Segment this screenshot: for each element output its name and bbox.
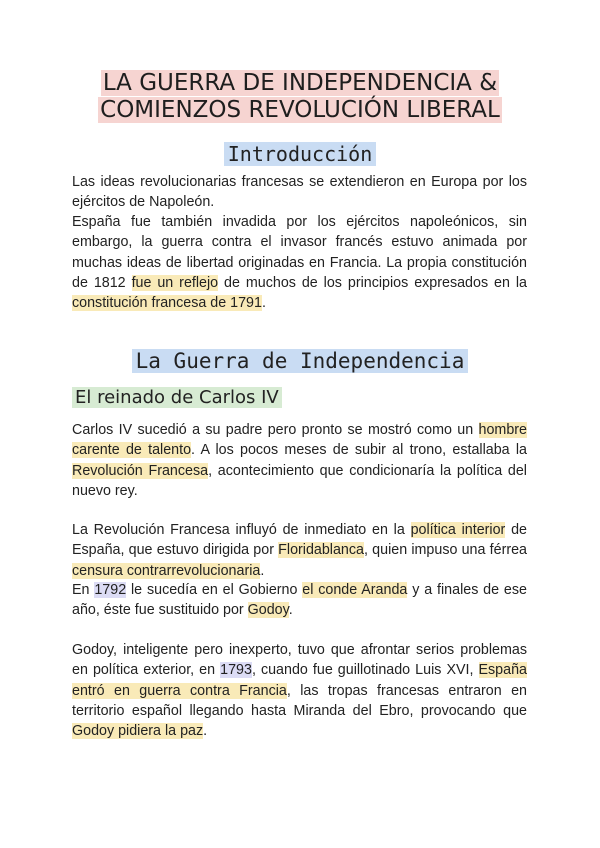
- text: , acontecimiento que condicionaría la política del nuevo rey.: [72, 462, 527, 499]
- introduccion-paragraph-2: [72, 212, 527, 313]
- text: .: [261, 295, 266, 312]
- text: y a finales de ese año, éste fue sustituido por: [72, 582, 527, 619]
- text: , quien impuso una férrea: [364, 542, 527, 559]
- introduccion-heading-text: Introducción: [224, 142, 377, 166]
- introduccion-paragraph-1: [72, 172, 527, 213]
- text: .: [288, 602, 293, 619]
- carlos-iv-subheading: [72, 387, 282, 408]
- highlight: 1793: [220, 662, 252, 679]
- text: España fue también invadida por los ejércitos napoleónicos, sin embargo, la guerra contra el invasor francés estuvo animada por muchas ideas de libertad originadas en Francia. La propia constitución de 1812: [72, 214, 527, 291]
- highlight: hombre carente de talento: [72, 422, 527, 459]
- guerra-paragraph-1: [72, 420, 527, 501]
- carlos-iv-subheading-text: El reinado de Carlos IV: [72, 387, 282, 408]
- text: , cuando fue guillotinado Luis XVI,: [251, 662, 479, 679]
- highlight: censura contrarrevolucionaria: [72, 562, 261, 579]
- text: En: [72, 582, 95, 598]
- text: le sucedía en el Gobierno: [126, 582, 303, 598]
- highlight: Godoy: [247, 602, 289, 619]
- highlight: el conde Aranda: [302, 582, 408, 598]
- text: .: [203, 723, 208, 740]
- text: Godoy, inteligente pero inexperto, tuvo que afrontar serios problemas en política exterior, en: [72, 642, 527, 679]
- highlight: constitución francesa de 1791: [72, 295, 262, 312]
- guerra-heading-text: La Guerra de Independencia: [132, 349, 469, 373]
- page-title: [0, 70, 600, 124]
- guerra-paragraph-4: [72, 640, 527, 741]
- text: Carlos IV sucedió a su padre pero pronto se mostró como un: [72, 422, 479, 438]
- text: . A los pocos meses de subir al trono, estallaba la: [191, 442, 527, 459]
- text: , las tropas francesas entraron en territorio español llegando hasta Miranda del Ebro, provocando que: [72, 682, 527, 719]
- highlight: política interior: [410, 522, 506, 538]
- highlight: fue un reflejo: [131, 274, 219, 291]
- highlight: Godoy pidiera la paz: [72, 723, 204, 740]
- text: de muchos de los principios expresados en la: [218, 274, 527, 291]
- guerra-paragraph-3: [72, 580, 527, 621]
- highlight: Floridablanca: [278, 542, 364, 559]
- title-line-2: COMIENZOS REVOLUCIÓN LIBERAL: [100, 97, 500, 123]
- guerra-paragraph-2: [72, 520, 527, 581]
- highlight: España entró en guerra contra Francia: [72, 662, 527, 699]
- text: La Revolución Francesa influyó de inmediato en la: [72, 522, 411, 538]
- text: .: [260, 562, 265, 579]
- highlight: Revolución Francesa: [72, 462, 209, 479]
- introduccion-heading: [0, 142, 600, 166]
- text: de España, que estuvo dirigida por: [72, 522, 527, 559]
- highlight: 1792: [94, 582, 127, 598]
- title-line-1: LA GUERRA DE INDEPENDENCIA &: [102, 70, 498, 96]
- guerra-heading: [0, 349, 600, 373]
- text: Las ideas revolucionarias francesas se extendieron en Europa por los ejércitos de Napoleón.: [72, 174, 527, 211]
